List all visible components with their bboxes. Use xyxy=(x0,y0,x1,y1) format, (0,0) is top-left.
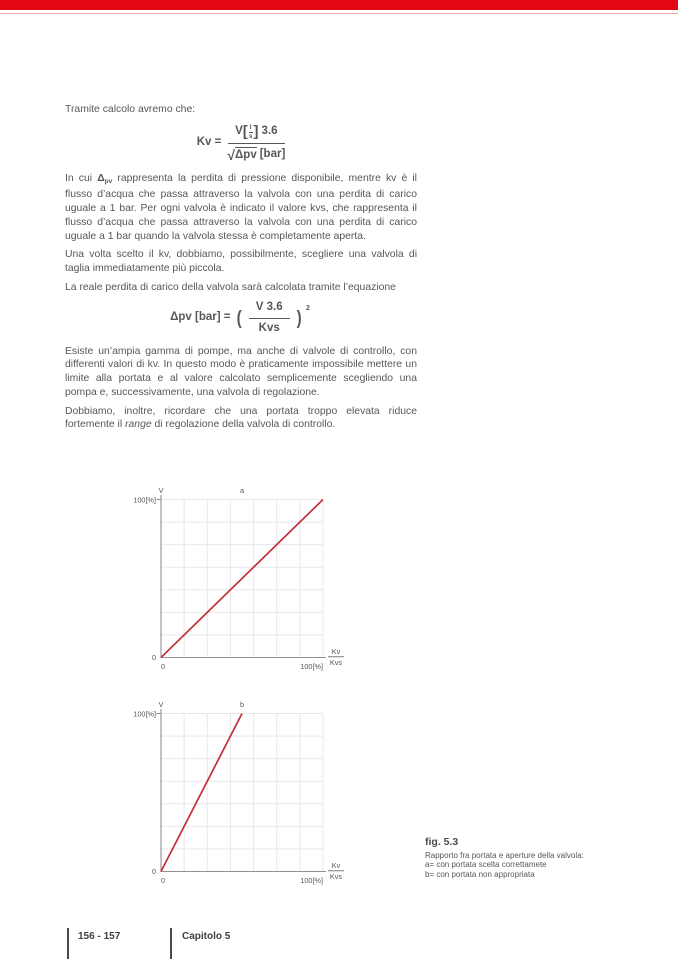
chart-b xyxy=(122,697,352,897)
main-text-column xyxy=(65,103,417,437)
footer-divider xyxy=(67,928,69,959)
exponent: 2 xyxy=(305,305,310,313)
figure-label: fig. 5.3 xyxy=(425,836,459,848)
paragraph-3: La reale perdita di carico della valvola sarà calcolata tramite l’equazione xyxy=(65,281,396,293)
x-tick-label-100: 100[%] xyxy=(300,876,323,885)
x-tick-label-0: 0 xyxy=(160,662,166,671)
y-tick-label-100: 100[%] xyxy=(133,495,156,505)
bracket-close: ] xyxy=(253,123,259,141)
x-axis-label-numerator: Kv xyxy=(331,861,341,870)
data-line xyxy=(161,714,242,872)
y-tick-label-0: 0 xyxy=(151,653,156,662)
figure-caption xyxy=(425,836,630,879)
y-axis-label: V xyxy=(158,486,164,495)
footer-page-numbers: 156 - 157 xyxy=(78,931,121,942)
header-red-bar xyxy=(0,0,678,10)
header-accent-line xyxy=(0,13,678,14)
x-tick-label-100: 100[%] xyxy=(300,662,323,671)
paragraph-2: Una volta scelto il kv, dobbiamo, possibilmente, scegliere una valvola di taglia immediatamente più piccola. xyxy=(65,249,417,274)
y-tick-label-100: 100[%] xyxy=(133,709,156,719)
intro-text: Tramite calcolo avremo che: xyxy=(65,104,196,115)
y-axis-label: V xyxy=(158,700,164,709)
y-tick-label-0: 0 xyxy=(151,867,156,876)
paren-close: ) xyxy=(296,307,302,329)
footer-chapter: Capitolo 5 xyxy=(182,931,231,942)
paragraph-1: In cui $\Delta_{pv}$ rappresenta la perdita di pressione disponibile, mentre kv è il flusso d’acqua che passa attraverso la valvola con una perdita di carico uguale a 1 bar. Per ogni valvola è indicato il valore kvs, che rappresenta il flusso d’acqua che passa attraverso la valvola con una perdita di carico uguale a 1 bar quando la valvola stessa è completamente aperta. xyxy=(65,172,417,242)
data-line xyxy=(161,500,323,658)
x-axis-label-numerator: Kv xyxy=(331,647,341,656)
figure-caption-line: a= con portata scelta correttamete xyxy=(425,860,547,870)
chart-title: b xyxy=(239,700,245,709)
formula-kv-factor: 3.6 xyxy=(261,124,278,137)
formula-kv-unit: [bar] xyxy=(259,147,286,160)
paragraph-4: Esiste un’ampia gamma di pompe, ma anche di valvole di controllo, con differenti valori di kv. In questo modo è praticamente impossibile mettere un limite alla portata e al valore calcolato semplicemente scegliendo una pompa e, successivamente, una valvola di regolazione. xyxy=(65,345,417,398)
footer-divider xyxy=(170,928,172,959)
paren-open: ( xyxy=(237,307,243,329)
figure-caption-line: Rapporto fra portata e aperture della valvola: xyxy=(425,851,584,860)
unit-fraction: l s xyxy=(248,123,253,140)
formula-kv-lhs: Kv = xyxy=(196,135,222,148)
formula-kv-variable: V xyxy=(235,124,243,137)
formula-kv-fraction xyxy=(227,123,285,163)
range-italic: range xyxy=(125,419,152,431)
x-axis-label-denominator: Kvs xyxy=(329,658,343,667)
sqrt-icon: √ xyxy=(227,146,236,163)
figure-caption-line: b= con portata non appropriata xyxy=(425,869,535,879)
formula-kv-radicand: Δpv xyxy=(235,148,257,161)
x-tick-label-0: 0 xyxy=(160,876,166,885)
bracket-open: [ xyxy=(242,123,248,141)
delta-subscript: pv xyxy=(104,177,113,185)
formula-dpv-lhs: Δpv [bar] = xyxy=(170,311,231,324)
grid xyxy=(161,714,323,872)
formula-kv xyxy=(65,123,417,163)
chart-title: a xyxy=(239,486,245,495)
x-axis-label-denominator: Kvs xyxy=(329,872,343,881)
delta-symbol: Δ xyxy=(97,172,105,184)
formula-dpv xyxy=(65,300,417,335)
paragraph-5: Dobbiamo, inoltre, ricordare che una portata troppo elevata riduce fortemente il range di regolazione della valvola di controllo. xyxy=(65,405,417,431)
formula-dpv-fraction: $\frac{V 3.6}{\text{Kvs}}$ xyxy=(249,300,290,335)
chart-a xyxy=(122,483,352,683)
